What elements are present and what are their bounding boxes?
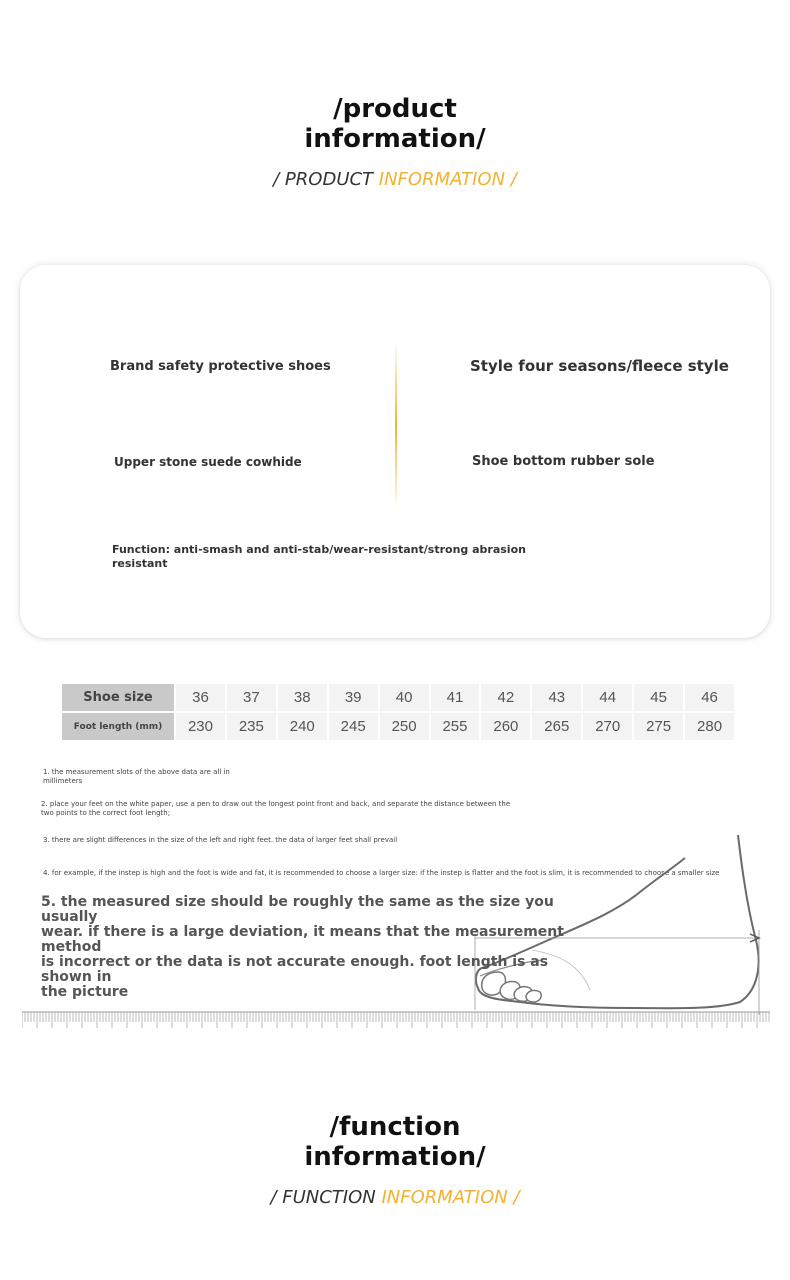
card-divider [395,340,397,510]
size-cell: 44 [583,684,632,711]
function-title-line2: information/ [304,1142,486,1172]
bottom-text: Shoe bottom rubber sole [472,454,655,469]
note-5-line1: 5. the measured size should be roughly the same as the size you usually [41,894,554,925]
length-cell: 230 [176,713,225,740]
length-cell: 260 [481,713,530,740]
function-subtitle [0,1187,790,1208]
note-5-line4: the picture [41,984,129,1000]
foot-length-row [62,713,734,740]
size-cell: 46 [685,684,734,711]
length-cell: 250 [380,713,429,740]
function-title [0,1112,790,1172]
note-1-line1: 1. the measurement slots of the above data are all in [43,768,230,776]
function-title-line1: /function [329,1112,461,1142]
note-2 [41,800,510,818]
product-subtitle-prefix: / PRODUCT [273,169,379,190]
size-cell: 41 [431,684,480,711]
note-1 [43,768,230,786]
size-cell: 37 [227,684,276,711]
note-5-line2: wear. if there is a large deviation, it means that the measurement method [41,924,564,955]
size-cell: 45 [634,684,683,711]
product-subtitle-accent: INFORMATION / [378,169,517,190]
size-cell: 39 [329,684,378,711]
upper-text: Upper stone suede cowhide [114,455,302,469]
note-5 [41,895,601,1000]
length-cell: 245 [329,713,378,740]
function-text-line1: Function: anti-smash and anti-stab/wear-resistant/strong abrasion [112,543,526,556]
product-title-line2: information/ [304,124,486,154]
size-cell: 38 [278,684,327,711]
size-table [60,682,736,742]
function-text-line2: resistant [112,557,168,570]
shoe-size-row [62,684,734,711]
note-1-line2: millimeters [43,777,83,785]
note-4: 4. for example, if the instep is high and the foot is wide and fat, it is recommended to choose a larger size: if the instep is flatter and the foot is slim, it is recommended to choose a smaller size [43,869,720,877]
size-cell: 36 [176,684,225,711]
foot-length-label: Foot length (mm) [62,713,174,740]
note-2-line1: 2. place your feet on the white paper, use a pen to draw out the longest point front and back, and separate the distance between the [41,800,511,808]
size-cell: 43 [532,684,581,711]
length-cell: 235 [227,713,276,740]
function-subtitle-accent: INFORMATION / [381,1187,520,1208]
length-cell: 255 [431,713,480,740]
product-info-card [20,265,770,638]
function-subtitle-prefix: / FUNCTION [270,1187,382,1208]
length-cell: 270 [583,713,632,740]
brand-text: Brand safety protective shoes [110,359,331,374]
length-cell: 275 [634,713,683,740]
function-text [112,543,526,571]
note-5-line3: is incorrect or the data is not accurate enough. foot length is as shown in [41,954,549,985]
style-text: Style four seasons/fleece style [470,357,729,375]
ruler-graphic [22,1008,770,1030]
size-cell: 40 [380,684,429,711]
product-title [0,94,790,154]
product-title-line1: /product [333,94,457,124]
note-3: 3. there are slight differences in the size of the left and right feet. the data of larger feet shall prevail [43,836,398,844]
note-2-line2: two points to the correct foot length; [41,809,171,817]
length-cell: 265 [532,713,581,740]
length-cell: 280 [685,713,734,740]
shoe-size-label: Shoe size [62,684,174,711]
length-cell: 240 [278,713,327,740]
product-subtitle [0,169,790,190]
size-cell: 42 [481,684,530,711]
